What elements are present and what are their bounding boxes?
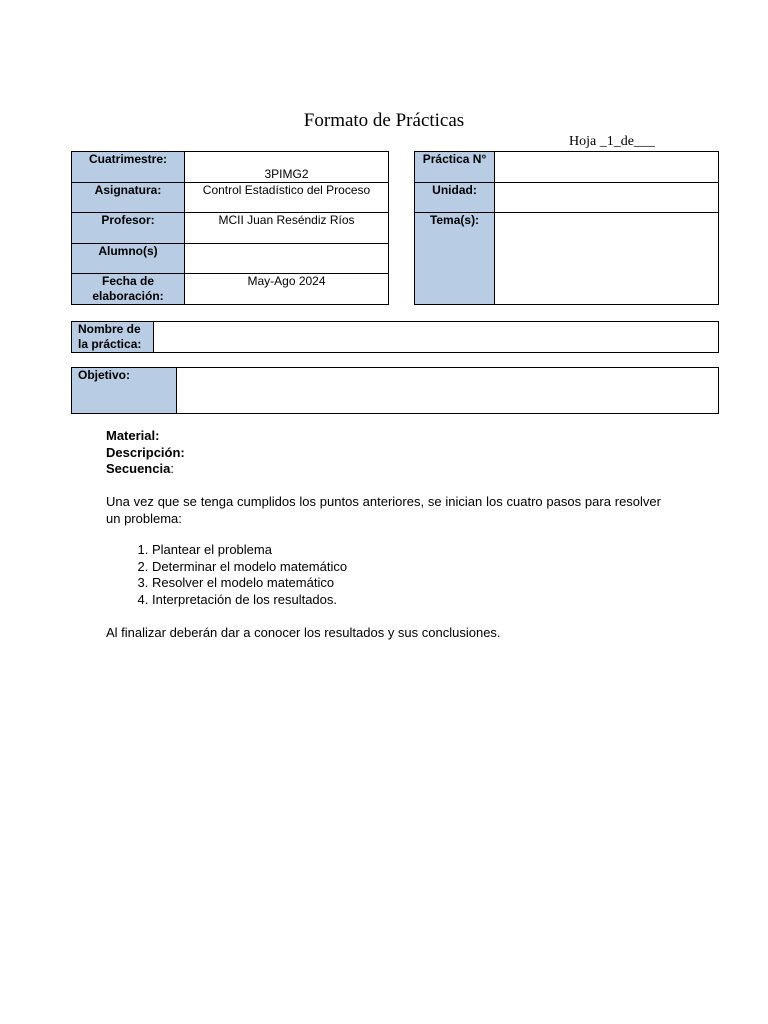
fecha-value: May-Ago 2024 bbox=[185, 274, 389, 305]
alumno-value bbox=[185, 244, 389, 274]
list-item: 4. Interpretación de los resultados. bbox=[152, 592, 347, 609]
profesor-label: Profesor: bbox=[72, 213, 185, 244]
secuencia-colon: : bbox=[170, 461, 174, 476]
sheet-number: Hoja _1_de___ bbox=[569, 134, 655, 149]
cuatrimestre-value: 3PIMG2 bbox=[185, 152, 389, 183]
objective-label: Objetivo: bbox=[72, 368, 177, 414]
objective-value bbox=[177, 368, 719, 414]
list-item: 2. Determinar el modelo matemático bbox=[152, 559, 347, 576]
steps-list bbox=[106, 542, 347, 608]
list-item: 1. Plantear el problema bbox=[152, 542, 347, 559]
practice-name-label-line-1: Nombre de bbox=[78, 322, 141, 336]
practice-info-table bbox=[414, 151, 719, 305]
tema-label: Tema(s): bbox=[415, 213, 495, 305]
material-heading: Material: bbox=[106, 428, 160, 443]
cuatrimestre-label: Cuatrimestre: bbox=[72, 152, 185, 183]
practice-name-table bbox=[71, 321, 719, 353]
intro-paragraph: Una vez que se tenga cumplidos los puntos anteriores, se inician los cuatro pasos para resolver un problema: bbox=[106, 494, 661, 526]
asignatura-value: Control Estadístico del Proceso bbox=[185, 183, 389, 213]
section-headings bbox=[106, 428, 661, 478]
closing-paragraph: Al finalizar deberán dar a conocer los resultados y sus conclusiones. bbox=[106, 625, 501, 640]
alumno-label: Alumno(s) bbox=[72, 244, 185, 274]
unidad-value bbox=[495, 183, 719, 213]
fecha-label-line-1: Fecha de bbox=[101, 274, 155, 288]
descripcion-heading: Descripción: bbox=[106, 444, 185, 460]
tema-value bbox=[495, 213, 719, 305]
course-info-table bbox=[71, 151, 389, 305]
unidad-label: Unidad: bbox=[415, 183, 495, 213]
fecha-label bbox=[72, 274, 185, 305]
objective-table bbox=[71, 367, 719, 414]
practice-name-value bbox=[154, 322, 719, 353]
practice-name-label bbox=[72, 322, 154, 353]
secuencia-heading: Secuencia bbox=[106, 461, 171, 476]
asignatura-label: Asignatura: bbox=[72, 183, 185, 213]
practica-value bbox=[495, 152, 719, 183]
profesor-value: MCII Juan Reséndiz Ríos bbox=[185, 213, 389, 244]
practica-label: Práctica N° bbox=[415, 152, 495, 183]
page-title: Formato de Prácticas bbox=[303, 110, 465, 131]
list-item: 3. Resolver el modelo matemático bbox=[152, 575, 347, 592]
practice-name-label-line-2: la práctica: bbox=[78, 337, 142, 351]
fecha-label-line-2: elaboración: bbox=[92, 289, 164, 303]
